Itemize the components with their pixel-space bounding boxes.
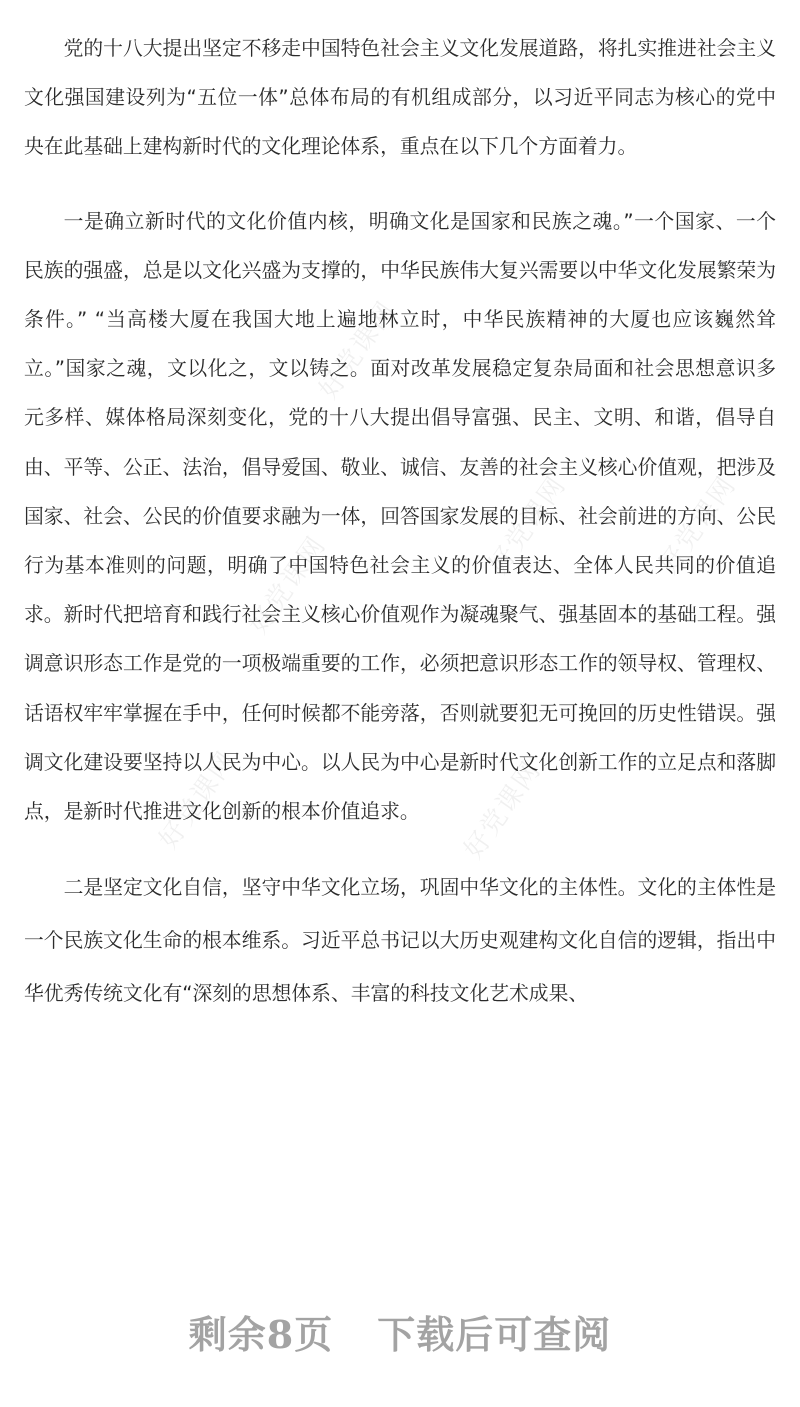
watermark: 好党课网 xyxy=(153,745,243,855)
paragraph-point-two: 二是坚定文化自信，坚守中华文化立场，巩固中华文化的主体性。文化的主体性是一个民族文化生命的根本维系。习近平总书记以大历史观建构文化自信的逻辑，指出中华优秀传统文化有“深刻的思想体系、丰富的科技文化艺术成果、 xyxy=(24,876,776,1006)
watermark: 好党课网 xyxy=(313,295,403,405)
watermark: 好党课网 xyxy=(653,470,743,580)
download-to-view-label: 下载后可查阅 xyxy=(377,1312,612,1357)
watermark: 好党课网 xyxy=(458,755,548,865)
document-body xyxy=(24,24,776,1045)
download-prompt[interactable] xyxy=(0,1304,800,1359)
paragraph-point-one: 一是确立新时代的文化价值内核，明确文化是国家和民族之魂。”一个国家、一个民族的强盛，总是以文化兴盛为支撑的，中华民族伟大复兴需要以中华文化发展繁荣为条件。” “当高楼大厦在我国大地上遍地林立时，中华民族精神的大厦也应该巍然耸立。”国家之魂，文以化之，文以铸之。面对改革发展稳定复杂局面和社会思想意识多元多样、媒体格局深刻变化，党的十八大提出倡导富强、民主、文明、和谐，倡导自由、平等、公正、法治，倡导爱国、敬业、诚信、友善的社会主义核心价值观，把涉及国家、社会、公民的价值要求融为一体，回答国家发展的目标、社会前进的方向、公民行为基本准则的问题，明确了中国特色社会主义的价值表达、全体人民共同的价值追求。新时代把培育和践行社会主义核心价值观作为凝魂聚气、强基固本的基础工程。强调意识形态工作是党的一项极端重要的工作，必须把意识形态工作的领导权、管理权、话语权牢牢掌握在手中，任何时候都不能旁落，否则就要犯无可挽回的历史性错误。强调文化建设要坚持以人民为中心。以人民为中心是新时代文化创新工作的立足点和落脚点，是新时代推进文化创新的根本价值追求。 xyxy=(24,209,776,824)
paragraph-intro: 党的十八大提出坚定不移走中国特色社会主义文化发展道路，将扎实推进社会主义文化强国建设列为“五位一体”总体布局的有机组成部分，以习近平同志为核心的党中央在此基础上建构新时代的文化理论体系，重点在以下几个方面着力。 xyxy=(24,37,776,159)
watermark: 好党课网 xyxy=(243,530,333,640)
watermark: 好党课网 xyxy=(483,470,573,580)
remaining-pages-label: 剩余8页 xyxy=(188,1312,334,1357)
